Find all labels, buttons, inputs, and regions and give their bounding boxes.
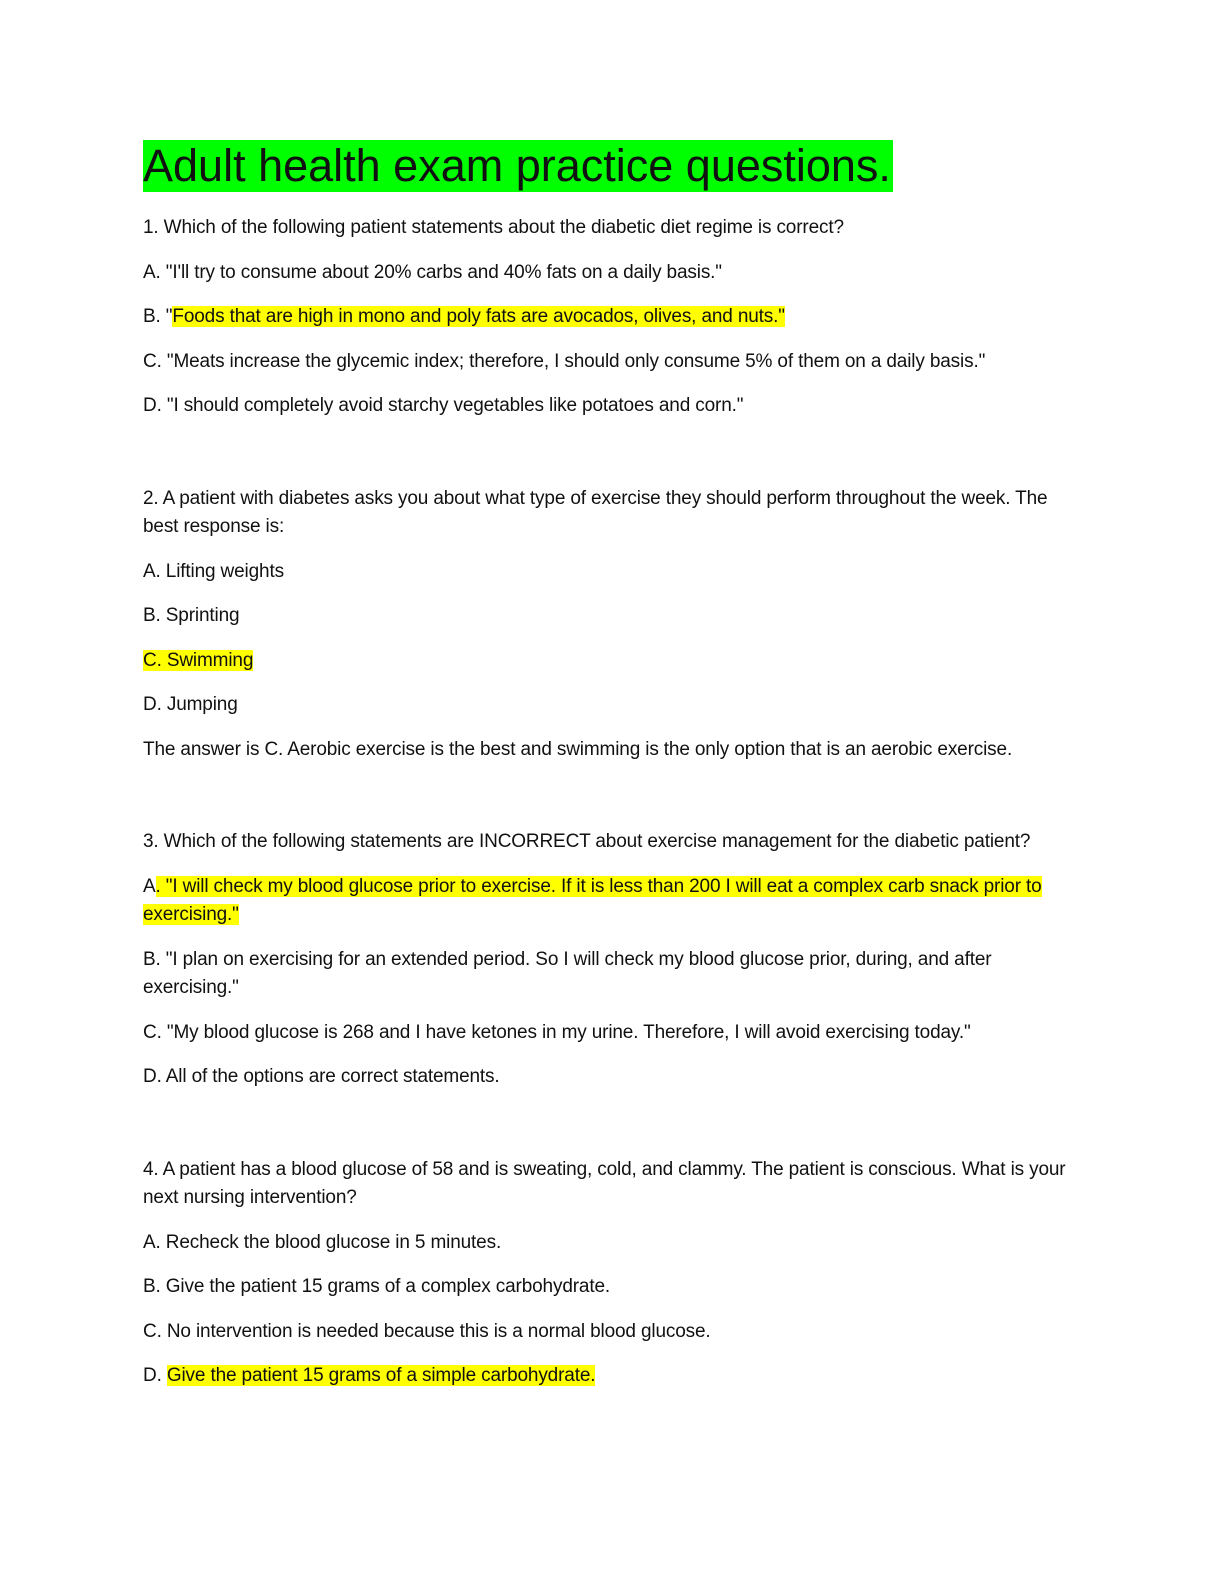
- question-2: [143, 485, 1083, 765]
- option-a: A. "I will check my blood glucose prior to exercise. If it is less than 200 I will eat a complex carb snack prior to exercising.": [143, 875, 1042, 925]
- highlighted-answer: C. Swimming: [143, 649, 254, 671]
- option-b: B. Sprinting: [143, 605, 240, 626]
- question-prompt: 3. Which of the following statements are INCORRECT about exercise management for the diabetic patient?: [143, 831, 1031, 852]
- option-d: D. Jumping: [143, 694, 238, 715]
- option-d: D. All of the options are correct statements.: [143, 1066, 500, 1087]
- question-prompt: 4. A patient has a blood glucose of 58 and is sweating, cold, and clammy. The patient is conscious. What is your next nursing intervention?: [143, 1158, 1066, 1208]
- question-prompt: 1. Which of the following patient statements about the diabetic diet regime is correct?: [143, 217, 844, 238]
- question-4: [143, 1156, 1083, 1391]
- option-c: C. "Meats increase the glycemic index; therefore, I should only consume 5% of them on a daily basis.": [143, 350, 986, 372]
- document-page: [143, 140, 1083, 1407]
- answer-explanation: The answer is C. Aerobic exercise is the best and swimming is the only option that is an aerobic exercise.: [143, 738, 1013, 760]
- option-a: A. Lifting weights: [143, 560, 284, 582]
- option-a: A. "I'll try to consume about 20% carbs and 40% fats on a daily basis.": [143, 261, 722, 283]
- option-a: A. Recheck the blood glucose in 5 minutes.: [143, 1231, 502, 1253]
- highlighted-answer: . "I will check my blood glucose prior to exercise. If it is less than 200 I will eat a complex carb snack prior to exercising.": [143, 875, 1042, 925]
- highlighted-answer: Foods that are high in mono and poly fats are avocados, olives, and nuts.": [172, 306, 785, 327]
- option-c: [143, 647, 1083, 676]
- document-title: Adult health exam practice questions.: [143, 140, 891, 191]
- option-c: C. "My blood glucose is 268 and I have ketones in my urine. Therefore, I will avoid exercising today.": [143, 1021, 971, 1043]
- option-b: B. Give the patient 15 grams of a complex carbohydrate.: [143, 1276, 611, 1297]
- highlighted-answer: Give the patient 15 grams of a simple carbohydrate.: [166, 1365, 596, 1386]
- question-3: [143, 828, 1083, 1092]
- question-1: [143, 214, 1083, 421]
- option-d: D. Give the patient 15 grams of a simple carbohydrate.: [143, 1365, 596, 1386]
- option-b: B. "Foods that are high in mono and poly fats are avocados, olives, and nuts.": [143, 306, 785, 327]
- option-d: D. "I should completely avoid starchy vegetables like potatoes and corn.": [143, 395, 744, 416]
- option-b: B. "I plan on exercising for an extended period. So I will check my blood glucose prior, during, and after exercising.": [143, 948, 992, 998]
- question-prompt: 2. A patient with diabetes asks you about what type of exercise they should perform throughout the week. The best response is:: [143, 487, 1048, 537]
- option-c: C. No intervention is needed because this is a normal blood glucose.: [143, 1320, 711, 1342]
